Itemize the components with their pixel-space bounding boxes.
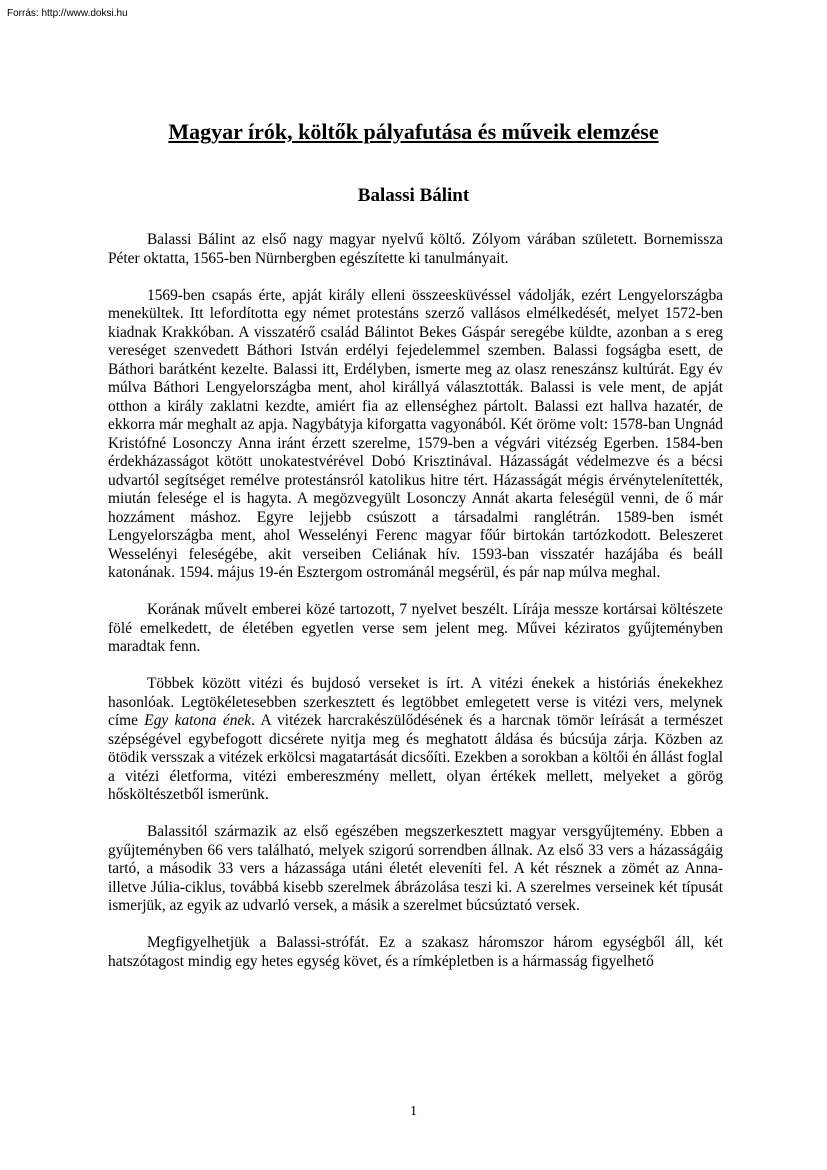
paragraph-4-text-before: Többek között vitézi és bujdosó verseket is írt. A vitézi énekek a históriás énekekhez hasonlóak. Legtökéletesebben szerkesztett és legtöbbet emlegetett verse is vitézi vers, melynek címe — [108, 675, 723, 729]
paragraph-6: Megfigyelhetjük a Balassi-strófát. Ez a szakasz háromszor három egységből áll, két hatszótagost mindig egy hetes egység követ, és a rímképletben is a hármasság figyelhető — [108, 934, 723, 970]
paragraph-3: Korának művelt emberei közé tartozott, 7 nyelvet beszélt. Lírája messze kortársai költészete fölé emelkedett, de életében egyetlen verse sem jelent meg. Művei kéziratos gyűjteményben maradtak fenn. — [108, 601, 723, 655]
paragraph-1: Balassi Bálint az első nagy magyar nyelvű költő. Zólyom várában született. Bornemissza Péter oktatta, 1565-ben Nürnbergben egészítette ki tanulmányait. — [108, 231, 723, 267]
poem-title: Egy katona ének — [144, 712, 252, 729]
paragraph-2: 1569-ben csapás érte, apját király elleni összeesküvéssel vádolják, ezért Lengyelországba menekültek. Itt lefordította egy német protestáns szerző vallásos elmélkedését, melyet 1572-ben kiadnak Krakkóban. A visszatérő család Bálintot Bekes Gáspár seregébe küldte, azonban a s ereg vereséget szenvedett Báthori István erdélyi fejedelemmel szemben. Balassi fogságba esett, de Báthori barátként kezelte. Balassi itt, Erdélyben, ismerte meg az olasz reneszánsz kultúrát. Egy év múlva Báthori Lengyelországba ment, ahol királlyá választották. Balassi is vele ment, de apját otthon a király zaklatni kezdte, amiért fia az ellenséghez pártolt. Balassi ezt hallva hazatér, de ekkorra már meghalt az apja. Nagybátyja kiforgatta vagyonából. Két öröme volt: 1578-ban Ungnád Kristófné Losonczy Anna iránt érzett szerelme, 1579-ben a végvári vitézség Egerben. 1584-ben érdekházasságot kötött unokatestvérével Dobó Krisztinával. Házasságát védelmezve és a bécsi udvartól segítséget remélve protestánsról katolikus hitre tért. Házasságát mégis érvénytelenítették, miután felesége el is hagyta. A megözvegyült Losonczy Annát akarta feleségül venni, de ő már hozzáment máshoz. Egyre lejjebb csúszott a társadalmi ranglétrán. 1589-ben ismét Lengyelországba ment, ahol Wesselényi Ferenc magyar főúr birtokán tartózkodott. Beleszeret Wesselényi feleségébe, akit verseiben Celiának hív. 1593-ban visszatér hazájába és beáll katonának. 1594. május 19-én Esztergom ostrománál megsérül, és pár nap múlva meghal. — [108, 286, 723, 581]
paragraph-5: Balassitól származik az első egészében megszerkesztett magyar versgyűjtemény. Ebben a gyűjteményben 66 vers található, melyek szigorú sorrendben állnak. Az első 33 vers a házasságáig tartó, a második 33 vers a házassága utáni életét eleveníti fel. A két résznek a zömét az Anna- illetve Júlia-ciklus, továbbá kisebb szerelmek ábrázolása teszi ki. A szerelmes verseinek két típusát ismerjük, az egyik az udvarló versek, a másik a szerelmet búcsúztató versek. — [108, 823, 723, 914]
document-body — [108, 231, 723, 990]
page-title: Magyar írók, költők pályafutása és műveik elemzése — [168, 119, 659, 144]
section-title: Balassi Bálint — [357, 185, 470, 206]
paragraph-4 — [108, 675, 723, 805]
paragraph-4-text-after: . A vitézek harcrakészülődésének és a harcnak tömör leírását a természet szépségével egybefogott dicsérete nyitja meg és meghatott áldása és búcsúja zárja. Közben az ötödik versszak a vitézek erkölcsi magatartását dicsőíti. Ezekben a sorokban a költői én állást foglal a vitézi életforma, vitézi embereszmény mellett, olyan értékek mellett, melyeket a görög hősköltészetből ismerünk. — [108, 712, 723, 803]
source-url: Forrás: http://www.doksi.hu — [7, 8, 128, 19]
page-number: 1 — [410, 1104, 417, 1119]
